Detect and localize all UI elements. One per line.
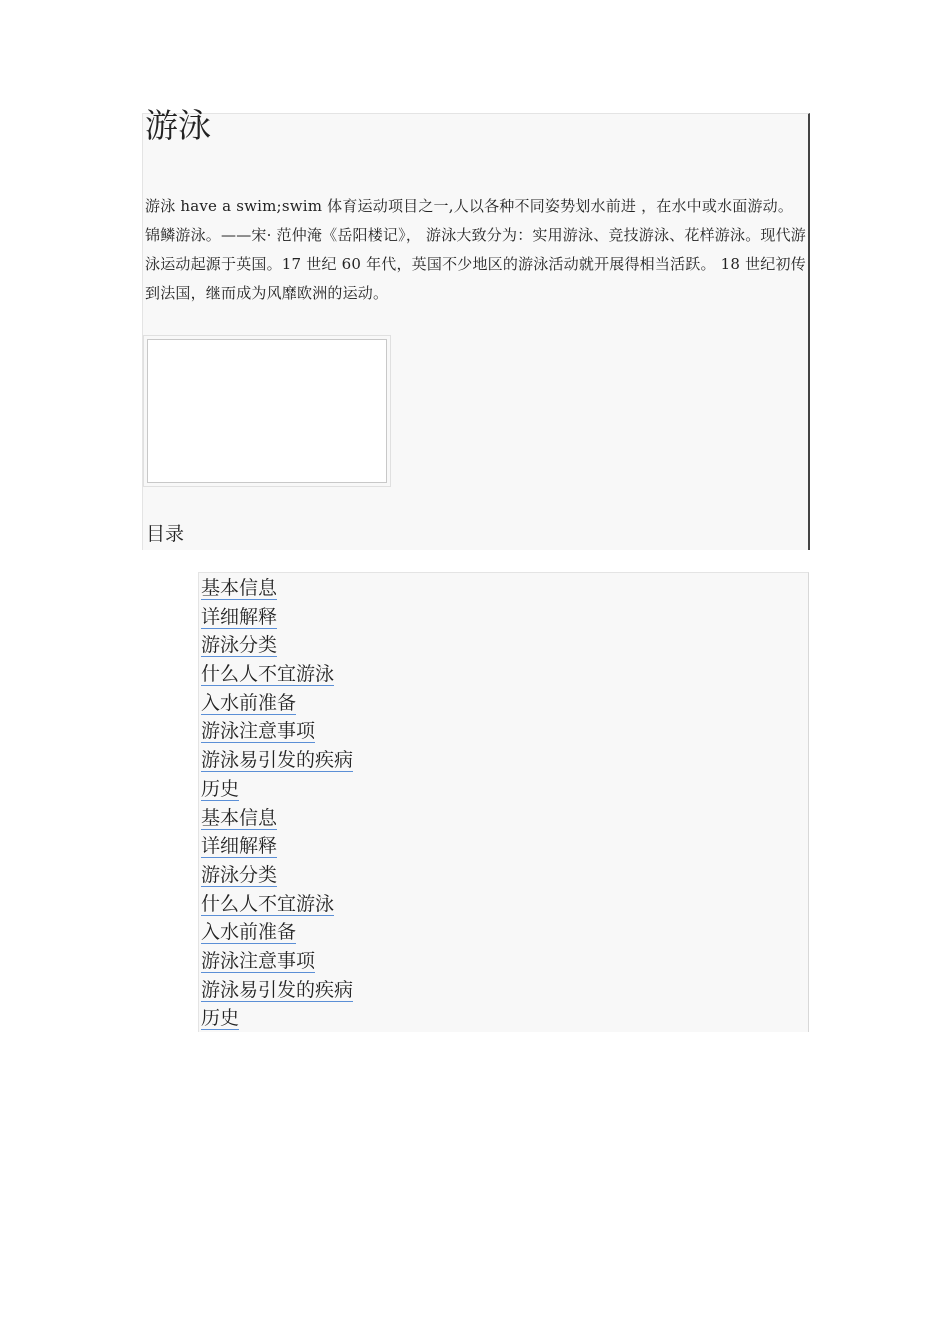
toc-item bbox=[201, 804, 353, 833]
toc-link-swimming-categories-2[interactable]: 游泳分类 bbox=[201, 863, 278, 886]
toc-link-swimming-categories[interactable]: 游泳分类 bbox=[201, 634, 278, 657]
toc-link-precautions[interactable]: 游泳注意事项 bbox=[201, 720, 316, 743]
toc-item bbox=[201, 976, 353, 1005]
toc-link-history-2[interactable]: 历史 bbox=[201, 1007, 240, 1030]
toc-link-basic-info[interactable]: 基本信息 bbox=[201, 577, 278, 599]
toc-item bbox=[201, 947, 353, 976]
article-summary-panel bbox=[142, 106, 810, 550]
toc-heading: 目录 bbox=[146, 523, 185, 545]
toc-link-basic-info-2[interactable]: 基本信息 bbox=[201, 806, 278, 829]
toc-item bbox=[201, 603, 353, 632]
toc-item bbox=[201, 746, 353, 775]
toc-link-who-should-not-swim[interactable]: 什么人不宜游泳 bbox=[201, 663, 335, 686]
toc-item bbox=[201, 918, 353, 947]
image-placeholder bbox=[143, 335, 391, 487]
image-inner-box bbox=[147, 339, 387, 483]
toc-list bbox=[201, 574, 353, 1033]
toc-item bbox=[201, 717, 353, 746]
toc-item bbox=[201, 660, 353, 689]
toc-item bbox=[201, 689, 353, 718]
toc-link-related-diseases[interactable]: 游泳易引发的疾病 bbox=[201, 749, 354, 772]
toc-link-detailed-explanation[interactable]: 详细解释 bbox=[201, 605, 278, 628]
toc-link-pre-entry-prep[interactable]: 入水前准备 bbox=[201, 691, 297, 714]
toc-item bbox=[201, 890, 353, 919]
toc-item bbox=[201, 1004, 353, 1033]
toc-item bbox=[201, 574, 353, 603]
toc-link-precautions-2[interactable]: 游泳注意事项 bbox=[201, 949, 316, 972]
toc-item bbox=[201, 631, 353, 660]
toc-item bbox=[201, 775, 353, 804]
toc-link-who-should-not-swim-2[interactable]: 什么人不宜游泳 bbox=[201, 892, 335, 915]
intro-paragraph: 游泳 have a swim;swim 体育运动项目之一,人以各种不同姿势划水前进 ，在水中或水面游动。 锦鳞游泳。——宋· 范仲淹《岳阳楼记》， 游泳大致分为：实用游泳、竞技游泳、花样游泳。现代游泳运动起源于英国。17 世纪 60 年代，英国不少地区的游泳活动就开展得相当活跃。 18 世纪初传到法国，继而成为风靡欧洲的运动。 bbox=[145, 197, 807, 302]
toc-link-related-diseases-2[interactable]: 游泳易引发的疾病 bbox=[201, 978, 354, 1001]
toc-link-pre-entry-prep-2[interactable]: 入水前准备 bbox=[201, 921, 297, 944]
toc-item bbox=[201, 832, 353, 861]
toc-link-history[interactable]: 历史 bbox=[201, 777, 240, 800]
toc-link-detailed-explanation-2[interactable]: 详细解释 bbox=[201, 835, 278, 858]
page-title: 游泳 bbox=[145, 106, 211, 145]
toc-item bbox=[201, 861, 353, 890]
toc-panel bbox=[198, 572, 809, 1032]
